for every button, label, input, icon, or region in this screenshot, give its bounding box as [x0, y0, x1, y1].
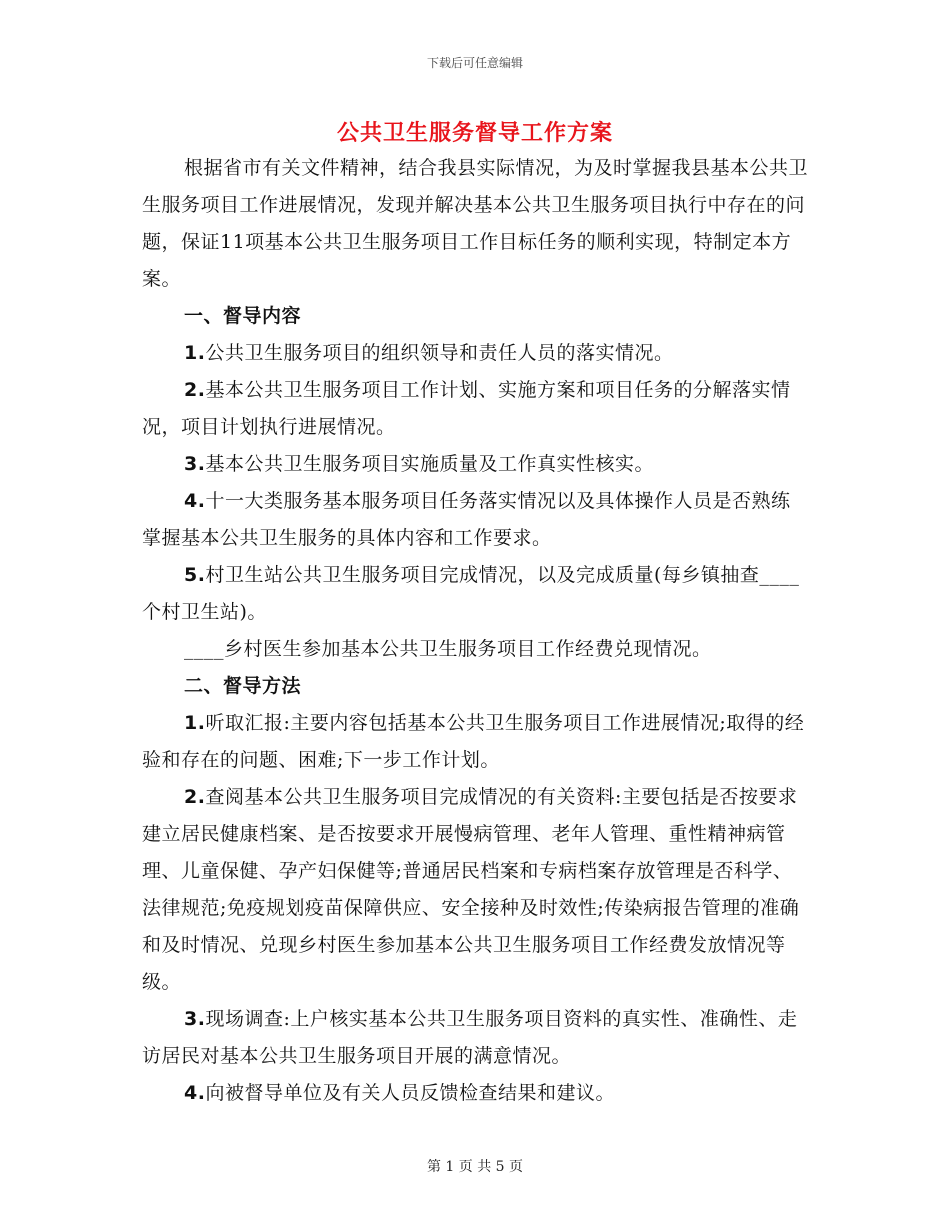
- item-text: 基本公共卫生服务项目工作计划、实施方案和项目任务的分解落实情况，项目计划执行进展情况。: [142, 379, 791, 438]
- item-text: 现场调查:上户核实基本公共卫生服务项目资料的真实性、准确性、走访居民对基本公共卫生服务项目开展的满意情况。: [142, 1008, 798, 1067]
- item-text: 村卫生站公共卫生服务项目完成情况，以及完成质量(每乡镇抽查____个村卫生站)。: [142, 564, 800, 623]
- item-number: 5.: [184, 564, 206, 586]
- document-title: 公共卫生服务督导工作方案: [336, 120, 613, 146]
- item-number: 4.: [184, 490, 206, 512]
- item-text: 查阅基本公共卫生服务项目完成情况的有关资料:主要包括是否按要求建立居民健康档案、是否按要求开展慢病管理、老年人管理、重性精神病管理、儿童保健、孕产妇保健等;普通居民档案和专病档案存放管理是否科学、法律规范;免疫规划疫苗保障供应、安全接种及时效性;传染病报告管理的准确和及时情况、兑现乡村医生参加基本公共卫生服务项目工作经费发放情况等级。: [142, 786, 800, 993]
- section-1-item: [142, 372, 808, 446]
- item-text: 十一大类服务基本服务项目任务落实情况以及具体操作人员是否熟练掌握基本公共卫生服务的具体内容和工作要求。: [142, 490, 791, 549]
- section-2-item: [142, 1075, 808, 1112]
- section-1-item: [142, 557, 808, 631]
- section-2-item: [142, 1001, 808, 1075]
- page-footer: 第 1 页 共 5 页: [426, 1159, 524, 1175]
- item-number: 4.: [184, 1082, 206, 1104]
- item-text: 基本公共卫生服务项目实施质量及工作真实性核实。: [205, 453, 654, 475]
- section-2-heading: 二、督导方法: [184, 675, 302, 697]
- item-number: 2.: [184, 379, 206, 401]
- section-1-item: [142, 335, 808, 372]
- section-2-item: [142, 705, 808, 779]
- item-text: 听取汇报:主要内容包括基本公共卫生服务项目工作进展情况;取得的经验和存在的问题、困难;下一步工作计划。: [142, 712, 805, 771]
- item-text: 公共卫生服务项目的组织领导和责任人员的落实情况。: [205, 342, 674, 364]
- section-2-item: [142, 779, 808, 1001]
- section-1-extra: ____乡村医生参加基本公共卫生服务项目工作经费兑现情况。: [184, 638, 712, 660]
- section-1-item: [142, 446, 808, 483]
- document-body: [142, 150, 808, 1112]
- item-number: 3.: [184, 453, 206, 475]
- section-1-heading: 一、督导内容: [184, 305, 302, 327]
- item-text: 向被督导单位及有关人员反馈检查结果和建议。: [205, 1082, 615, 1104]
- section-1-item: [142, 483, 808, 557]
- item-number: 1.: [184, 342, 206, 364]
- item-number: 2.: [184, 786, 206, 808]
- item-number: 1.: [184, 712, 206, 734]
- intro-paragraph: 根据省市有关文件精神，结合我县实际情况，为及时掌握我县基本公共卫生服务项目工作进展情况，发现并解决基本公共卫生服务项目执行中存在的问题，保证11项基本公共卫生服务项目工作目标任务的顺利实现，特制定本方案。: [142, 157, 809, 290]
- item-number: 3.: [184, 1008, 206, 1030]
- page-header: 下载后可任意编辑: [426, 56, 523, 70]
